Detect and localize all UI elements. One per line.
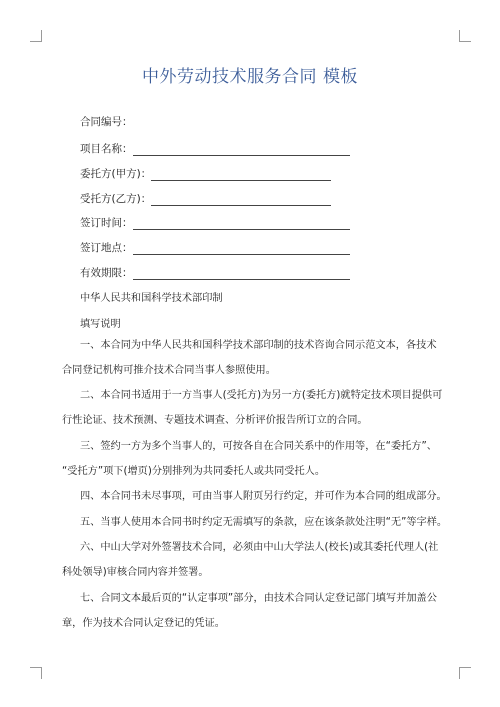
field-project-name[interactable] (80, 142, 350, 156)
instruction-line: “受托方”项下(增页)分别排列为共同委托人或共同受托人。 (62, 466, 326, 477)
instruction-5 (62, 510, 447, 535)
publisher-line: 中华人民共和国科学技术部印制 (80, 293, 223, 304)
instruction-4 (62, 484, 447, 509)
instruction-line: 六、中山大学对外签署技术合同，必须由中山大学法人(校长)或其委托代理人(社 (80, 542, 439, 553)
crop-mark-bottom-left (30, 667, 42, 679)
instruction-line: 一、本合同为中华人民共和国科学技术部印制的技术咨询合同示范文本，各技术 (80, 340, 437, 351)
field-label: 受托方(乙方)： (80, 193, 152, 205)
field-validity[interactable] (80, 266, 350, 280)
field-client[interactable] (80, 167, 331, 181)
instruction-1 (62, 333, 447, 383)
instruction-line: 七、合同文本最后页的“认定事项”部分，由技术合同认定登记部门填写并加盖公 (80, 593, 437, 604)
crop-mark-bottom-right (459, 667, 471, 679)
instruction-line: 合同登记机构可推介技术合同当事人参照使用。 (62, 365, 276, 376)
instruction-3 (62, 434, 447, 484)
field-label: 有效期限： (80, 267, 133, 279)
field-signing-place[interactable] (80, 241, 350, 255)
instruction-7 (62, 586, 447, 636)
field-label: 委托方(甲方)： (80, 168, 152, 180)
blank-line[interactable] (133, 144, 350, 156)
blank-line[interactable] (133, 243, 350, 255)
instruction-line: 科处领导)审核合同内容并签署。 (62, 567, 209, 578)
instruction-6 (62, 535, 447, 585)
field-contractor[interactable] (80, 192, 331, 206)
document-title: 中外劳动技术服务合同 模板 (142, 67, 358, 87)
crop-mark-top-right (459, 30, 471, 42)
instruction-line: 二、本合同书适用于一方当事人(受托方)为另一方(委托方)就特定技术项目提供可 (80, 390, 443, 401)
instruction-line: 五、当事人使用本合同书时约定无需填写的条款，应在该条款处注明“无”等字样。 (80, 517, 448, 528)
instruction-line: 三、签约一方为多个当事人的，可按各自在合同关系中的作用等，在“委托方”、 (80, 441, 437, 452)
field-label: 签订地点： (80, 242, 133, 254)
instruction-line: 四、本合同书未尽事项，可由当事人附页另行约定，并可作为本合同的组成部分。 (80, 491, 447, 502)
field-label: 项目名称： (80, 143, 133, 155)
blank-line[interactable] (133, 268, 350, 280)
blank-line[interactable] (151, 169, 331, 181)
crop-mark-top-left (30, 30, 42, 42)
field-signing-time[interactable] (80, 216, 350, 230)
instructions-heading: 填写说明 (80, 319, 121, 330)
instruction-2 (62, 383, 447, 433)
field-label: 签订时间： (80, 217, 133, 229)
instruction-line: 章，作为技术合同认定登记的凭证。 (62, 618, 225, 629)
field-label: 合同编号： (80, 116, 133, 128)
instruction-line: 行性论证、技术预测、专题技术调查、分析评价报告所订立的合同。 (62, 415, 368, 426)
field-contract-number (80, 115, 133, 129)
blank-line[interactable] (151, 194, 331, 206)
blank-line[interactable] (133, 218, 350, 230)
